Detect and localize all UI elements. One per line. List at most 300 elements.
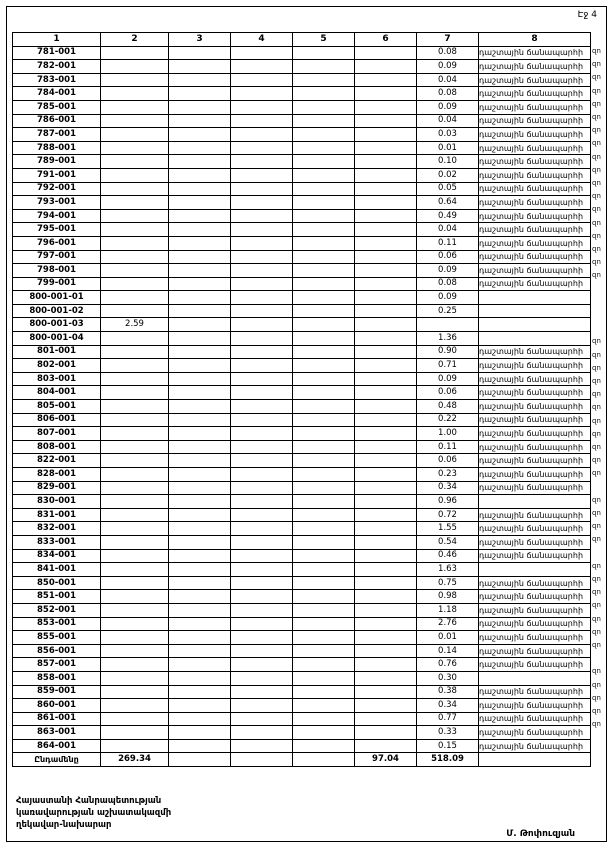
cell-code: 787-001 [13,128,101,142]
cell-col4 [231,277,293,291]
cell-col6 [355,603,417,617]
cell-col2 [101,400,169,414]
cell-code: 830-001 [13,495,101,509]
cell-code: 822-001 [13,454,101,468]
cell-col3 [169,400,231,414]
row-overflow-text: զո [592,258,601,267]
row-overflow-text: զո [592,667,601,676]
cell-col2 [101,440,169,454]
cell-col2 [101,590,169,604]
cell-col4 [231,481,293,495]
cell-col7: 0.01 [417,141,479,155]
cell-col4 [231,386,293,400]
cell-code: 853-001 [13,617,101,631]
cell-col2 [101,277,169,291]
cell-col2 [101,168,169,182]
cell-col2 [101,291,169,305]
cell-col3 [169,114,231,128]
cell-description: դաշտային ճանապարհի [479,46,591,60]
cell-col2 [101,576,169,590]
cell-col7: 0.14 [417,644,479,658]
cell-col7: 0.08 [417,87,479,101]
cell-code: 786-001 [13,114,101,128]
cell-col5 [293,468,355,482]
cell-col5 [293,141,355,155]
cell-col2 [101,128,169,142]
cell-col4 [231,726,293,740]
cell-col4 [231,236,293,250]
cell-col4 [231,549,293,563]
cell-description: դաշտային ճանապարհի [479,359,591,373]
table-row [13,114,591,128]
cell-col6 [355,522,417,536]
cell-col7: 0.06 [417,250,479,264]
cell-col3 [169,454,231,468]
cell-col4 [231,739,293,753]
row-overflow-text: զո [592,60,601,69]
cell-col3 [169,332,231,346]
cell-description: դաշտային ճանապարհի [479,644,591,658]
cell-col4 [231,250,293,264]
table-row [13,712,591,726]
cell-col3 [169,87,231,101]
cell-code: 852-001 [13,603,101,617]
cell-code: 856-001 [13,644,101,658]
cell-col2 [101,481,169,495]
cell-col5 [293,413,355,427]
cell-col2 [101,114,169,128]
cell-col2 [101,658,169,672]
cell-col3 [169,685,231,699]
cell-col6 [355,209,417,223]
cell-code: 799-001 [13,277,101,291]
cell-col6 [355,141,417,155]
cell-col5 [293,46,355,60]
cell-col4 [231,182,293,196]
cell-col5 [293,508,355,522]
cell-col3 [169,386,231,400]
cell-col6 [355,726,417,740]
cell-code: 855-001 [13,631,101,645]
cell-code: 802-001 [13,359,101,373]
cell-col4 [231,495,293,509]
cell-col6 [355,440,417,454]
cell-code: 800-001-02 [13,304,101,318]
cell-col5 [293,359,355,373]
cell-code: 798-001 [13,264,101,278]
cell-col7 [417,318,479,332]
cell-col3 [169,590,231,604]
row-overflow-text: զո [592,416,601,425]
cell-description [479,332,591,346]
cell-col7: 0.96 [417,495,479,509]
cell-col2 [101,87,169,101]
cell-col7: 0.49 [417,209,479,223]
row-overflow-text: զո [592,165,601,174]
cell-col7: 0.72 [417,508,479,522]
row-overflow-text: զո [592,126,601,135]
row-overflow-text: զո [592,377,601,385]
cell-col4 [231,372,293,386]
cell-col5 [293,753,355,767]
cell-col5 [293,685,355,699]
cell-col4 [231,60,293,74]
cell-col3 [169,549,231,563]
cell-code: 800-001-04 [13,332,101,346]
cell-col2 [101,236,169,250]
row-overflow-text: զո [592,152,601,161]
cell-col4 [231,712,293,726]
cell-code: 828-001 [13,468,101,482]
cell-col3 [169,413,231,427]
cell-col6 [355,264,417,278]
cell-col5 [293,87,355,101]
cell-code: 806-001 [13,413,101,427]
table-row [13,386,591,400]
cell-col5 [293,454,355,468]
cell-description: դաշտային ճանապարհի [479,699,591,713]
cell-col5 [293,590,355,604]
table-row [13,168,591,182]
cell-col7: 0.06 [417,454,479,468]
cell-col4 [231,644,293,658]
cell-col3 [169,631,231,645]
cell-col2 [101,699,169,713]
cell-col7: 0.76 [417,658,479,672]
cell-col5 [293,182,355,196]
cell-col7: 0.75 [417,576,479,590]
cell-col7: 0.06 [417,386,479,400]
cell-description: դաշտային ճանապարհի [479,100,591,114]
cell-col2 [101,549,169,563]
cell-col6 [355,114,417,128]
cell-col5 [293,631,355,645]
cell-col4 [231,685,293,699]
cell-col7: 0.10 [417,155,479,169]
table-row [13,576,591,590]
cell-col2: 269.34 [101,753,169,767]
cell-col5 [293,549,355,563]
cell-col6 [355,87,417,101]
cell-col2 [101,304,169,318]
table-row [13,141,591,155]
cell-col2 [101,454,169,468]
cell-description: դաշտային ճանապարհի [479,440,591,454]
table-row [13,631,591,645]
row-overflow-text: զո [592,231,601,240]
cell-col4 [231,168,293,182]
cell-col7: 0.54 [417,535,479,549]
cell-col5 [293,644,355,658]
cell-description: դաշտային ճանապարհի [479,250,591,264]
cell-col4 [231,304,293,318]
cell-col3 [169,468,231,482]
cell-col7: 0.05 [417,182,479,196]
cell-code: 829-001 [13,481,101,495]
cell-col7: 1.36 [417,332,479,346]
row-overflow-text: զո [592,245,601,253]
cell-code: 783-001 [13,73,101,87]
cell-description [479,318,591,332]
cell-col4 [231,413,293,427]
cell-col3 [169,522,231,536]
row-overflow-text: զո [592,139,601,148]
cell-description: դաշտային ճանապարհի [479,617,591,631]
row-overflow-text: զո [592,627,601,636]
table-row [13,291,591,305]
cell-col5 [293,236,355,250]
cell-col5 [293,155,355,169]
cell-col3 [169,345,231,359]
cell-col4 [231,345,293,359]
cell-col6 [355,454,417,468]
cell-description: դաշտային ճանապարհի [479,739,591,753]
cell-col4 [231,359,293,373]
cell-col2 [101,671,169,685]
cell-code: 864-001 [13,739,101,753]
table-row [13,359,591,373]
cell-col7: 0.04 [417,73,479,87]
cell-col3 [169,372,231,386]
cell-col2: 2.59 [101,318,169,332]
cell-col3 [169,699,231,713]
cell-col7: 0.46 [417,549,479,563]
table-row [13,304,591,318]
cell-col7: 0.11 [417,440,479,454]
cell-col3 [169,671,231,685]
cell-col4 [231,603,293,617]
cell-col6 [355,590,417,604]
table-row [13,196,591,210]
cell-code: 792-001 [13,182,101,196]
row-overflow-text: զո [592,456,601,465]
cell-col2 [101,617,169,631]
table-row [13,332,591,346]
cell-description: դաշտային ճանապարհի [479,345,591,359]
table-row [13,128,591,142]
cell-col6 [355,535,417,549]
cell-col6 [355,182,417,196]
table-row [13,535,591,549]
cell-code: 794-001 [13,209,101,223]
cell-col4 [231,563,293,577]
cell-col5 [293,304,355,318]
cell-col7: 0.64 [417,196,479,210]
cell-code: 800-001-01 [13,291,101,305]
cell-code: 791-001 [13,168,101,182]
cell-description: դաշտային ճանապարհի [479,468,591,482]
cell-col2 [101,182,169,196]
cell-col3 [169,658,231,672]
row-overflow-text: զո [592,403,601,412]
cell-code: 861-001 [13,712,101,726]
cell-col4 [231,658,293,672]
cell-col4 [231,128,293,142]
row-overflow-text: զո [592,337,601,346]
cell-description: դաշտային ճանապարհի [479,427,591,441]
cell-col5 [293,576,355,590]
cell-col5 [293,114,355,128]
cell-description: դաշտային ճանապարհի [479,413,591,427]
cell-description: դաշտային ճանապարհի [479,264,591,278]
cell-col5 [293,386,355,400]
cell-col5 [293,481,355,495]
cell-col7: 0.04 [417,223,479,237]
cell-col4 [231,209,293,223]
table-row [13,264,591,278]
cell-col6 [355,250,417,264]
cell-col4 [231,46,293,60]
cell-col7: 0.33 [417,726,479,740]
cell-col5 [293,128,355,142]
cell-col7: 0.09 [417,100,479,114]
cell-description [479,563,591,577]
cell-col6 [355,46,417,60]
cell-description: դաշտային ճանապարհի [479,182,591,196]
cell-code: 803-001 [13,372,101,386]
footer-line-2: կառավարության աշխատակազմի [16,808,172,818]
cell-col3 [169,563,231,577]
cell-code: 808-001 [13,440,101,454]
table-row [13,617,591,631]
cell-col5 [293,168,355,182]
cell-description: դաշտային ճանապարհի [479,155,591,169]
cell-col6 [355,549,417,563]
cell-col3 [169,141,231,155]
cell-code: 851-001 [13,590,101,604]
cell-col5 [293,739,355,753]
cell-col4 [231,671,293,685]
cell-col6 [355,495,417,509]
cell-code: 807-001 [13,427,101,441]
cell-description [479,753,591,767]
cell-col6 [355,100,417,114]
table-row [13,427,591,441]
cell-col7: 0.01 [417,631,479,645]
cell-col2 [101,468,169,482]
cell-col4 [231,454,293,468]
cell-col2 [101,223,169,237]
table-row [13,372,591,386]
signature-name: Մ. Թոփուզյան [506,829,575,839]
cell-col2 [101,685,169,699]
cell-col2 [101,100,169,114]
cell-col2 [101,712,169,726]
cell-col5 [293,617,355,631]
cell-col7: 1.18 [417,603,479,617]
cell-col3 [169,46,231,60]
cell-col2 [101,332,169,346]
cell-code: 834-001 [13,549,101,563]
cell-col4 [231,468,293,482]
cell-col3 [169,100,231,114]
cell-description: դաշտային ճանապարհի [479,685,591,699]
cell-col2 [101,209,169,223]
cell-col7: 1.63 [417,563,479,577]
cell-code: Ընդամենը [13,753,101,767]
cell-col7: 0.11 [417,236,479,250]
cell-col6 [355,386,417,400]
cell-col6 [355,631,417,645]
cell-col7: 1.55 [417,522,479,536]
row-overflow-text: զո [592,707,601,715]
cell-col4 [231,617,293,631]
cell-col7: 0.30 [417,671,479,685]
cell-col4 [231,87,293,101]
cell-col7: 0.03 [417,128,479,142]
cell-col5 [293,345,355,359]
table-row [13,603,591,617]
cell-col2 [101,386,169,400]
cell-col4 [231,508,293,522]
cell-col2 [101,359,169,373]
cell-code: 801-001 [13,345,101,359]
cell-col5 [293,603,355,617]
table-row [13,671,591,685]
column-header-2: 2 [101,33,169,47]
table-row [13,699,591,713]
cell-col6 [355,563,417,577]
cell-col3 [169,318,231,332]
row-overflow-text: զո [592,561,601,570]
cell-col7: 0.09 [417,291,479,305]
table-row [13,155,591,169]
row-overflow-text: զո [592,469,601,478]
cell-col2 [101,739,169,753]
cell-col4 [231,427,293,441]
row-overflow-text: զո [592,720,601,729]
table-row [13,644,591,658]
cell-col5 [293,440,355,454]
cell-col3 [169,617,231,631]
cell-code: 857-001 [13,658,101,672]
table-row [13,481,591,495]
cell-description: դաշտային ճանապարհի [479,535,591,549]
cell-description: դաշտային ճանապարհի [479,576,591,590]
cell-col4 [231,522,293,536]
cell-col6 [355,644,417,658]
cell-description: դաշտային ճանապարհի [479,73,591,87]
cell-col3 [169,508,231,522]
cell-col7: 2.76 [417,617,479,631]
table-row [13,495,591,509]
cell-col5 [293,332,355,346]
cell-col4 [231,114,293,128]
cell-col2 [101,495,169,509]
cell-col5 [293,699,355,713]
cell-description: դաշտային ճանապարհի [479,114,591,128]
cell-col4 [231,699,293,713]
column-header-1: 1 [13,33,101,47]
row-overflow-text: զո [592,179,601,187]
cell-col6 [355,658,417,672]
cell-code: 831-001 [13,508,101,522]
cell-col3 [169,495,231,509]
cell-col5 [293,250,355,264]
cell-description: դաշտային ճանապարհի [479,236,591,250]
cell-description: դաշտային ճանապարհի [479,372,591,386]
cell-col3 [169,291,231,305]
table-row [13,209,591,223]
cell-col6 [355,400,417,414]
cell-description: դաշտային ճանապարհի [479,168,591,182]
cell-col5 [293,522,355,536]
cell-col2 [101,413,169,427]
cell-col4 [231,73,293,87]
cell-description: դաշտային ճանապարհի [479,712,591,726]
table-row [13,468,591,482]
cell-col3 [169,359,231,373]
